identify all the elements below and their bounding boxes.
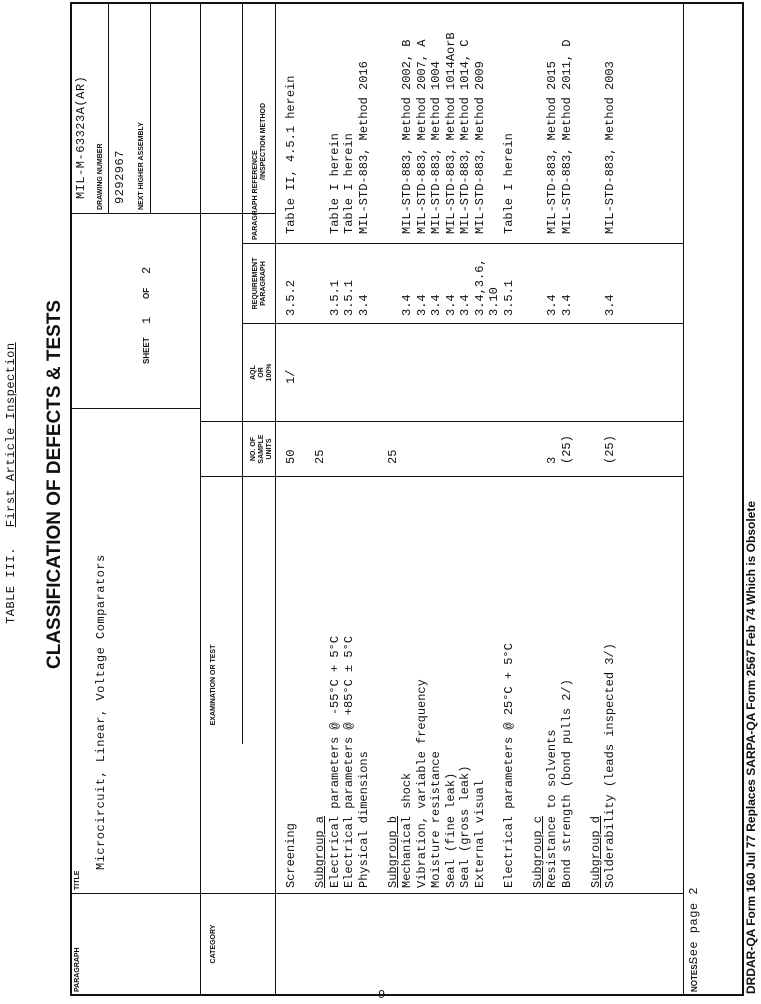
sample-cell: (25) [559, 435, 574, 464]
form-footer: DRDAR-QA Form 160 Jul 77 Replaces SARPA-QA Form 2567 Feb 74 Which is Obsolete [744, 500, 758, 994]
ref-cell: Table II, 4.5.1 herein [284, 75, 298, 234]
exam-cell: Subgroup d [588, 815, 603, 888]
req-h2: PARAGRAPH [260, 261, 267, 306]
col-line-aql [242, 323, 683, 324]
sheet-divider [70, 213, 275, 214]
rows-top-divider [275, 4, 276, 996]
exam-cell: Solderability (leads inspected 3/) [603, 643, 617, 888]
col-line-sample [200, 421, 683, 422]
exam-cell: Electrical parameters @ -55°C + 5°C [327, 635, 342, 888]
exam-cell: Moisture resistance [429, 751, 443, 888]
req-cell: 3.4 [559, 294, 574, 316]
req-cell: 3.5.1 [327, 279, 342, 316]
req-cell: 3.5.1 [342, 279, 356, 316]
ref-cell: MIL-STD-883, Method 2003 [603, 61, 617, 234]
exam-cell: Resistance to solvents [545, 729, 559, 888]
sample-cell: 25 [313, 449, 327, 464]
drawing-divider [108, 4, 109, 214]
req-cell: 3.4 [429, 294, 443, 316]
exam-cell: Physical dimensions [356, 751, 371, 888]
sheet-number: 1 [140, 316, 154, 324]
sample-h3: UNITS [266, 438, 273, 460]
ref-cell: MIL-STD-883, Method 2009 [472, 61, 487, 234]
column-header-divider [242, 4, 243, 744]
caption-title: First Article Inspection [4, 342, 18, 528]
col-header-req [252, 246, 268, 321]
sheet-total: 2 [140, 266, 154, 274]
req-cell: 3.4 [443, 294, 458, 316]
ref-cell: MIL-STD-883, Method 2016 [356, 61, 371, 234]
sample-cell: 25 [385, 449, 400, 464]
page-number: 9 [378, 988, 386, 1002]
drawing-number-label: DRAWING NUMBER [97, 143, 104, 210]
ref-cell: Table I herein [327, 133, 342, 234]
exam-cell: Subgroup c [530, 815, 545, 888]
ref-cell: Table I herein [342, 133, 356, 234]
table-caption [4, 342, 18, 624]
req-cell: 3.4 [545, 294, 559, 316]
exam-cell: Subgroup b [385, 815, 400, 888]
ref-cell: MIL-STD-883, Method 2007, A [414, 39, 429, 234]
title-label: TITLE [74, 870, 81, 890]
req-h1: REQUIREMENT [252, 257, 259, 310]
req-cell: 3.4,3.6, [472, 258, 487, 316]
ref-cell: MIL-STD-883, Method 1004 [429, 61, 443, 234]
req-cell: 3.4 [458, 294, 472, 316]
sheet-of: OF [142, 287, 151, 299]
exam-cell: Subgroup a [313, 815, 327, 888]
main-title: CLASSIFICATION OF DEFECTS & TESTS [44, 299, 65, 669]
col-line-req [242, 243, 683, 244]
req-cell: 3.5.2 [284, 279, 298, 316]
aql-cell: 1/ [284, 369, 298, 384]
assembly-divider [150, 4, 151, 214]
sheet-label: SHEET [142, 337, 151, 364]
req-cell: 3.4 [414, 294, 429, 316]
req-cell: 3.10 [487, 287, 501, 316]
sample-h1: NO. OF [250, 436, 257, 462]
exam-cell: Seal (gross leak) [458, 765, 472, 888]
notes-divider [683, 4, 684, 996]
exam-cell: Electrical parameters @ +85°C ± 5°C [342, 635, 356, 888]
col-header-sample [250, 424, 274, 474]
exam-cell: Electrical parameters @ 25°C + 5°C [501, 643, 516, 888]
ref-h1: PARAGRAPH REFERENCE [252, 150, 259, 240]
ref-cell: MIL-STD-883, Method 1014AorB [443, 32, 458, 234]
sample-cell: 50 [284, 449, 298, 464]
req-cell: 3.4 [400, 294, 414, 316]
caption-label: TABLE III. [4, 546, 18, 624]
sample-cell: (25) [603, 435, 617, 464]
req-cell: 3.4 [356, 294, 371, 316]
sample-cell: 3 [545, 456, 559, 464]
col-header-exam: EXAMINATION OR TEST [210, 644, 217, 726]
notes-text: See page 2 [687, 886, 701, 964]
col-line-exam [200, 476, 683, 477]
ref-cell: MIL-STD-883, Method 2002, B [400, 39, 414, 234]
title-divider [70, 408, 200, 409]
ref-h2: /INSPECTION METHOD [260, 102, 267, 180]
col-line-category [70, 893, 683, 894]
title-value: Microcircuit, Linear, Voltage Comparators [94, 554, 108, 870]
col-header-reference [252, 8, 268, 240]
ref-cell: MIL-STD-883, Method 1014, C [458, 39, 472, 234]
drawing-number: MIL-M-63323A(AR) [74, 75, 88, 199]
next-higher-label: NEXT HIGHER ASSEMBLY [138, 122, 145, 210]
exam-cell: Bond strength (bond pulls 2/) [559, 679, 574, 888]
req-cell: 3.4 [603, 294, 617, 316]
exam-cell: Vibration, variable frequency [414, 679, 429, 888]
ref-cell: MIL-STD-883, Method 2011, D [559, 39, 574, 234]
ref-cell: MIL-STD-883, Method 2015 [545, 61, 559, 234]
exam-cell: Mechanical shock [400, 772, 414, 888]
header-divider [200, 4, 201, 996]
aql-h1: AQL [250, 365, 257, 380]
col-header-category: CATEGORY [210, 924, 217, 964]
next-higher-value: 9292967 [113, 150, 127, 204]
req-cell: 3.5.1 [501, 279, 516, 316]
exam-cell: Seal (fine leak) [443, 772, 458, 888]
aql-h3: 100% [266, 363, 273, 382]
notes-label: NOTES: [690, 961, 699, 992]
ref-cell: Table I herein [501, 133, 516, 234]
exam-cell: External visual [472, 779, 487, 888]
col-header-aql [250, 326, 274, 419]
sample-h2: SAMPLE [258, 434, 265, 464]
aql-h2: OR [258, 367, 265, 378]
exam-cell: Screening [284, 823, 298, 888]
paragraph-label: PARAGRAPH [74, 947, 81, 992]
